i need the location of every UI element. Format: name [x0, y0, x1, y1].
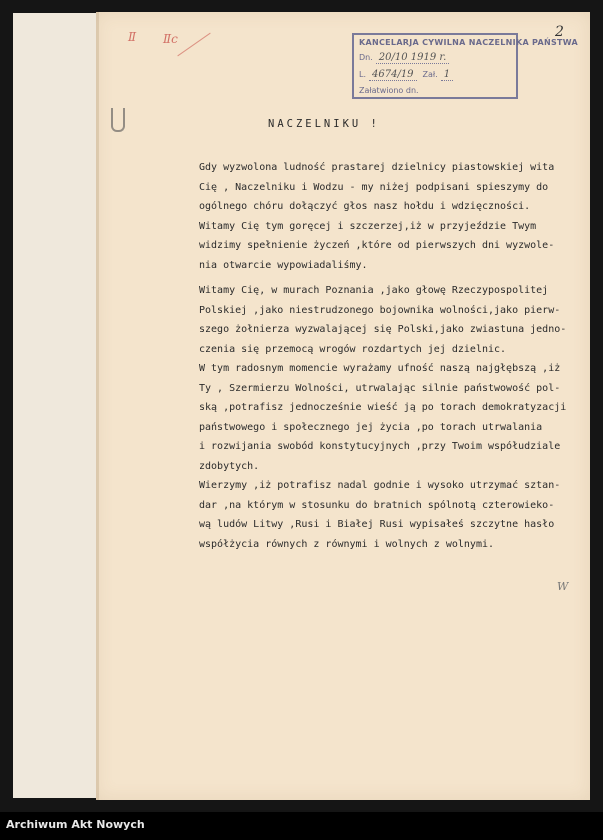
stamp-date-value: 20/10 1919 r.: [376, 52, 450, 64]
archive-footer: Archiwum Akt Nowych: [6, 818, 145, 831]
page-fold: [96, 12, 99, 800]
stamp-date-row: [359, 52, 511, 64]
registry-stamp: [352, 33, 579, 99]
stamp-date-label: Dn.: [359, 53, 373, 62]
stamp-number-row: [359, 69, 511, 81]
text-line: państwowego i społecznego jej życia ,po torach utrwalania: [199, 421, 543, 433]
stamp-title: KANCELARJA CYWILNA NACZELNIKA PAŃSTWA: [359, 38, 579, 47]
letter-heading: NACZELNIKU !: [268, 118, 380, 130]
text-line: widzimy spełnienie życzeń ,które od pierwszych dni wyzwole-: [199, 240, 555, 251]
text-line: Gdy wyzwolona ludność prastarej dzielnicy piastowskiej wita: [199, 162, 555, 173]
stamp-number-value: 4674/19: [369, 69, 417, 81]
text-line: czenia się przemocą wrogów rozdartych jej dzielnic.: [199, 343, 507, 355]
stamp-settled-row: [359, 86, 511, 95]
paragraph: [199, 359, 591, 476]
text-line: Cię , Naczelniku i Wodzu - my niżej podpisani spieszymy do: [199, 181, 549, 193]
text-line: i rozwijania swobód konstytucyjnych ,przy Twoim współudziale: [199, 441, 561, 452]
letter-body: [199, 158, 591, 554]
page-number: 2: [555, 24, 564, 40]
text-line: Witamy Cię tym goręcej i szczerzej,iż w przyjeździe Twym: [199, 220, 537, 232]
text-line: szego żołnierza wyzwalającej się Polski,jako zwiastuna jedno-: [199, 324, 567, 335]
text-line: ogólnego chóru dołączyć głos nasz hołdu i wdzięczności.: [199, 201, 531, 212]
text-line: Witamy Cię, w murach Poznania ,jako głowę Rzeczypospolitej: [199, 285, 549, 296]
text-line: ską ,potrafisz jednocześnie wieść ją po torach demokratyzacji: [199, 402, 567, 413]
text-line: wą ludów Litwy ,Rusi i Białej Rusi wypisałeś szczytne hasło: [199, 519, 555, 530]
stamp-attach-label: Zał.: [422, 70, 438, 79]
paragraph: [199, 158, 591, 275]
pencil-annotation: Ⅱc: [163, 32, 178, 46]
pencil-loop-mark: [111, 108, 125, 132]
paragraph: [199, 476, 591, 554]
text-line: W tym radosnym momencie wyrażamy ufność naszą najgłębszą ,iż: [199, 363, 561, 374]
text-line: Wierzymy ,iż potrafisz nadal godnie i wysoko utrzymać sztan-: [199, 480, 561, 491]
text-line: dar ,na którym w stosunku do bratnich spólnotą czterowieko-: [199, 499, 555, 511]
text-line: Polskiej ,jako niestrudzonego bojownika wolności,jako pierw-: [199, 304, 561, 316]
stamp-number-label: L.: [359, 70, 366, 79]
stamp-settled-label: Załatwiono dn.: [359, 86, 419, 95]
text-line: nia otwarcie wypowiadaliśmy.: [199, 259, 368, 271]
pencil-initial: W: [557, 580, 569, 593]
text-line: Ty , Szermierzu Wolności, utrwalając silnie państwowość pol-: [199, 382, 561, 394]
text-line: współżycia równych z równymi i wolnych z wolnymi.: [199, 538, 495, 550]
pencil-annotation: Ⅱ: [128, 30, 137, 44]
back-sheet: [13, 13, 103, 798]
text-line: zdobytych.: [199, 460, 260, 472]
paragraph: [199, 281, 591, 359]
stamp-attach-value: 1: [441, 69, 453, 81]
